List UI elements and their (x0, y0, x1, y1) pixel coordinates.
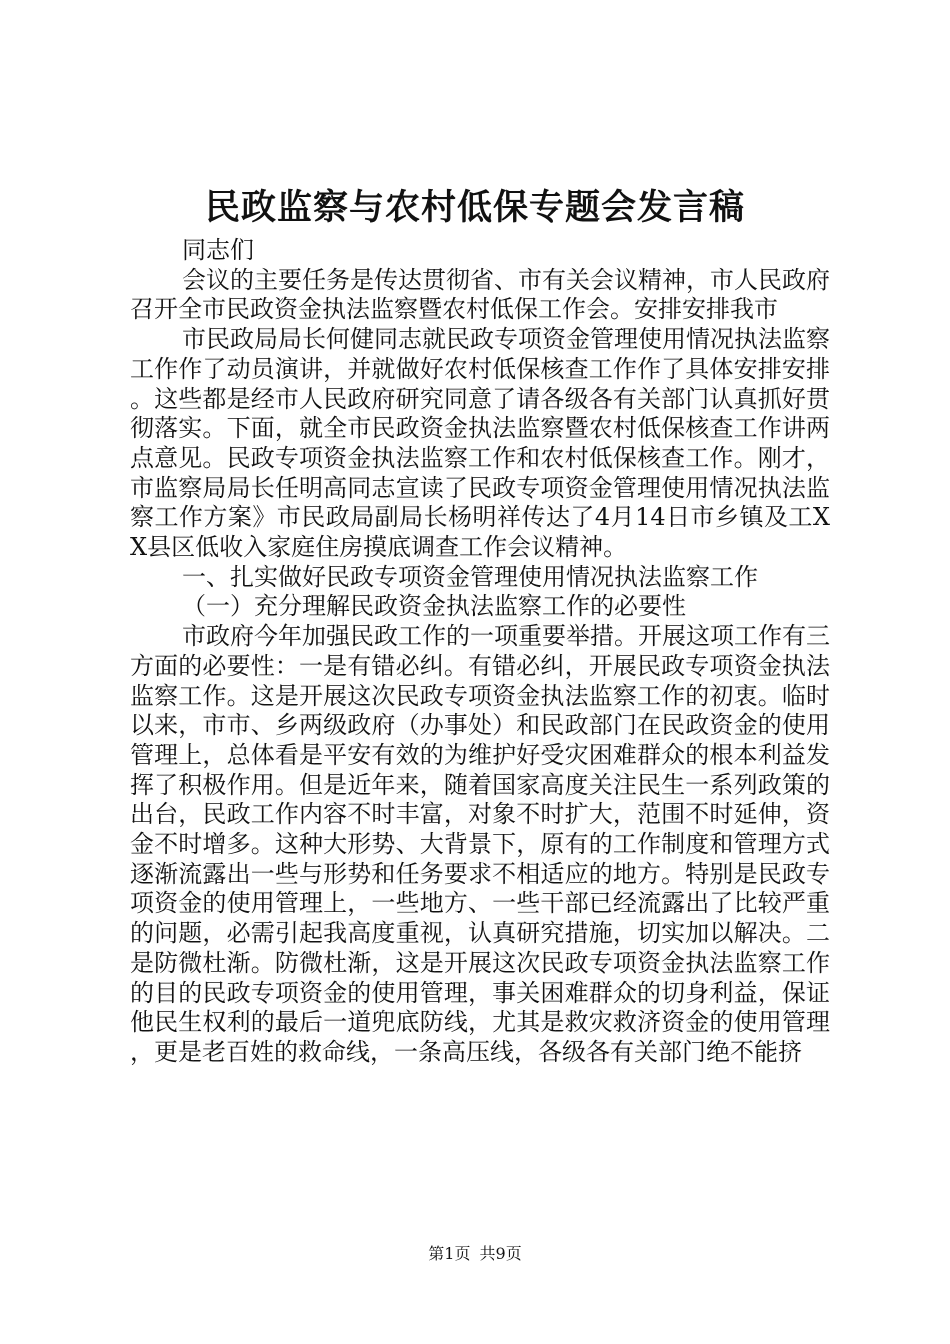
page-total: 共9页 (479, 1244, 522, 1263)
page-number: 第1页 (428, 1244, 471, 1263)
document-body (130, 236, 830, 1068)
section-heading: 一、扎实做好民政专项资金管理使用情况执法监察工作 (182, 562, 758, 591)
subsection-heading: （一）充分理解民政资金执法监察工作的必要性 (182, 592, 686, 621)
document-title: 民政监察与农村低保专题会发言稿 (204, 187, 745, 228)
body-paragraph: 市政府今年加强民政工作的一项重要举措。开展这项工作有三方面的必要性：一是有错必纠。有错必纠，开展民政专项资金执法监察工作。这是开展这次民政专项资金执法监察工作的初衷。临时以来，市市、乡两级政府（办事处）和民政部门在民政资金的使用管理上，总体看是平安有效的为维护好受灾困难群众的根本利益发挥了积极作用。但是近年来，随着国家高度关注民生一系列政策的出台，民政工作内容不时丰富，对象不时扩大，范围不时延伸，资金不时增多。这种大形势、大背景下，原有的工作制度和管理方式逐渐流露出一些与形势和任务要求不相适应的地方。特别是民政专项资金的使用管理上，一些地方、一些干部已经流露出了比较严重的问题，必需引起我高度重视，认真研究措施，切实加以解决。二是防微杜渐。防微杜渐，这是开展这次民政专项资金执法监察工作的目的民政专项资金的使用管理，事关困难群众的切身利益，保证他民生权利的最后一道兜底防线，尤其是救灾救济资金的使用管理，更是老百姓的救命线，一条高压线，各级各有关部门绝不能挤 (130, 622, 830, 1066)
salutation-paragraph: 同志们 (182, 236, 254, 264)
body-paragraph: 会议的主要任务是传达贯彻省、市有关会议精神，市人民政府召开全市民政资金执法监察暨农村低保工作会。安排安排我市 (130, 265, 830, 324)
page-footer (0, 1244, 950, 1264)
body-paragraph: 市民政局局长何健同志就民政专项资金管理使用情况执法监察工作作了动员演讲，并就做好农村低保核查工作作了具体安排安排。这些都是经市人民政府研究同意了请各级各有关部门认真抓好贯彻落实。下面，就全市民政资金执法监察暨农村低保核查工作讲两点意见。民政专项资金执法监察工作和农村低保核查工作。刚才，市监察局局长任明高同志宣读了民政专项资金管理使用情况执法监察工作方案》市民政局副局长杨明祥传达了4月14日市乡镇及工XX县区低收入家庭住房摸底调查工作会议精神。 (130, 325, 830, 562)
